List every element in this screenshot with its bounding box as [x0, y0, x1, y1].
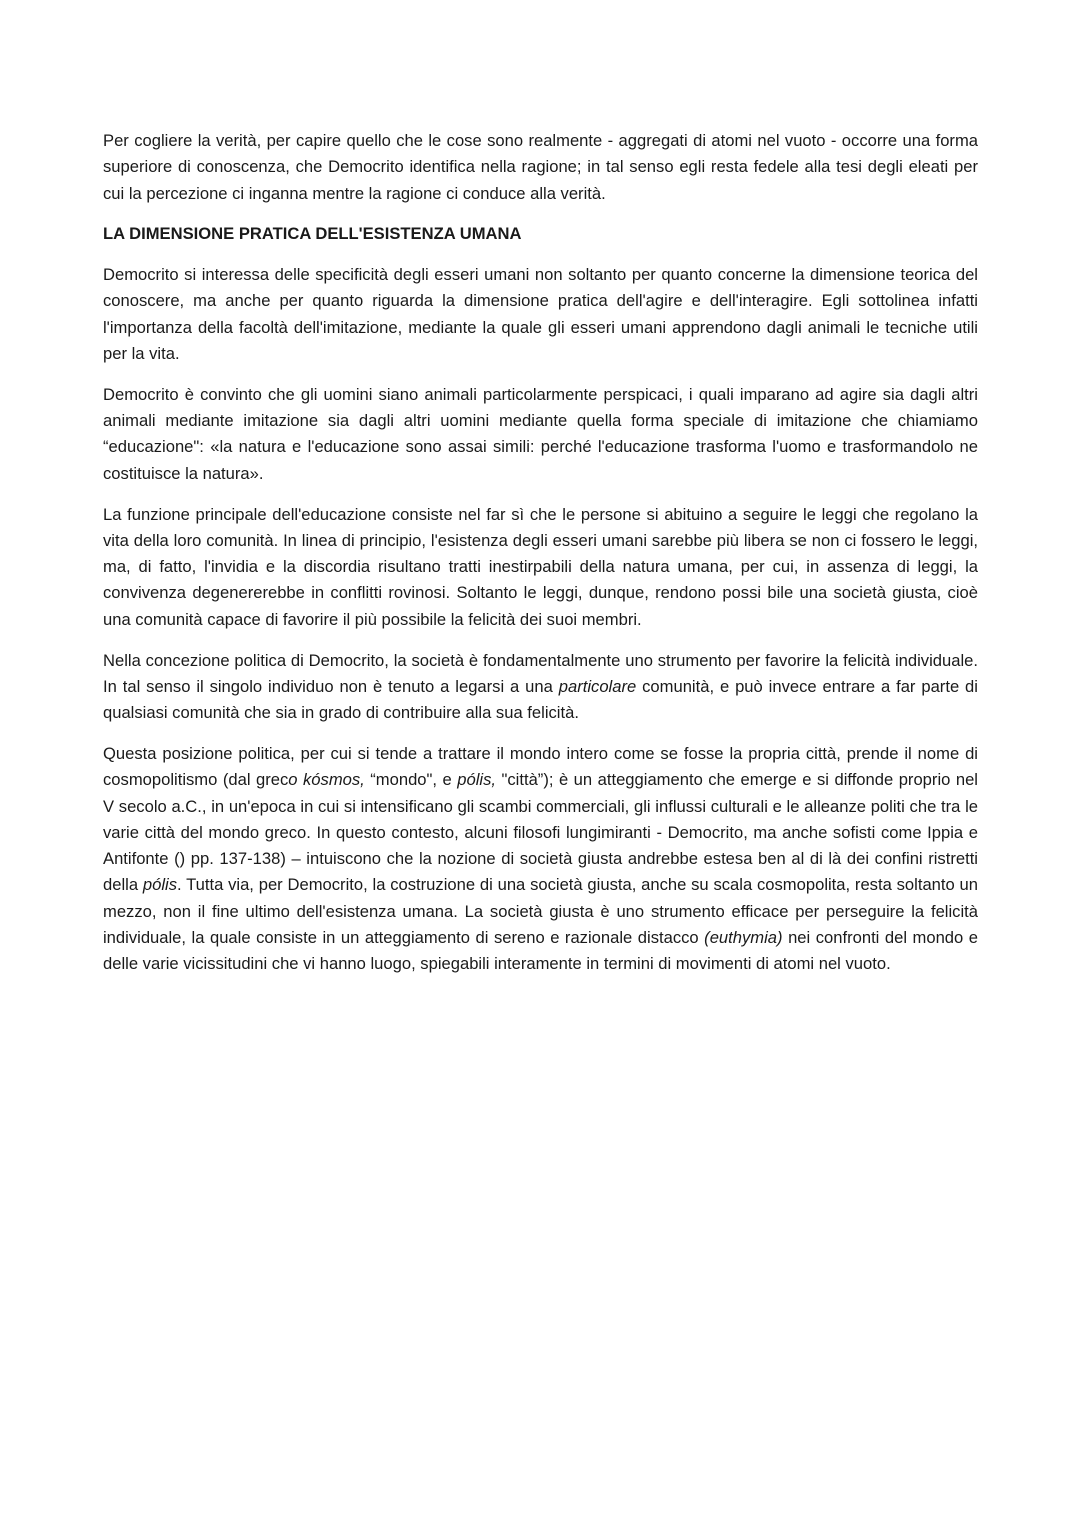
text-span: “mondo", e	[364, 770, 458, 790]
italic-term: particolare	[558, 676, 637, 696]
text-span: comunità, e può invece entrare a far parte di qualsiasi comunità che sia in grado di contribuire alla sua felicità.	[103, 676, 978, 723]
italic-term: (euthymia)	[704, 928, 783, 948]
paragraph-reason: Per cogliere la verità, per capire quello che le cose sono realmente - aggregati di atomi nel vuoto - occorre una forma superiore di conoscenza, che Democrito identifica nella ragione; in tal senso egli resta fedele alla tesi degli eleati per cui la percezione ci inganna mentre la ragione ci conduce alla verità.	[103, 131, 978, 203]
italic-term: pólis	[142, 875, 177, 895]
text-span: Questa posizione politica, per cui si tende a trattare il mondo intero come se fosse la propria città, prende il nome di cosmopolitismo (dal grec	[103, 743, 978, 790]
paragraph-political-conception	[103, 648, 978, 727]
paragraph-laws: La funzione principale dell'educazione consiste nel far sì che le persone si abituino a seguire le leggi che regolano la vita della loro comunità. In linea di principio, l'esistenza degli esseri umani sarebbe più libera se non ci fossero le leggi, ma, di fatto, l'invidia e la discordia risultano tratti inestirpabili della natura umana, per cui, in assenza di leggi, la convivenza degenererebbe in conflitti rovinosi. Soltanto le leggi, dunque, rendono possi bile una società giusta, cioè una comunità capace di favorire il più possibile la felicità dei suoi membri.	[103, 504, 978, 629]
text-span: . Tutta via, per Democrito, la costruzione di una società giusta, anche su scala cosmopolita, resta soltanto un mezzo, non il fine ultimo dell'esistenza umana. La società giusta è uno strumento efficace per perseguire la felicità individuale, la quale consiste in un atteggiamento di sereno e razionale distacco	[103, 875, 978, 948]
text-span: nei confronti del mondo e delle varie vicissitudini che vi hanno luogo, spiegabili interamente in termini di movimenti di atomi nel vuoto.	[103, 928, 979, 974]
paragraph-education: Democrito è convinto che gli uomini siano animali particolarmente perspicaci, i quali imparano ad agire sia dagli altri animali mediante imitazione sia dagli altri uomini mediante quella forma speciale di imitazione che chiamiamo “educazione": «la natura e l'educazione sono assai simili: perché l'educazione trasforma l'uomo e trasformandolo ne costituisce la natura».	[103, 384, 978, 483]
italic-term: pólis,	[457, 770, 496, 790]
document-page	[103, 128, 978, 992]
paragraph-cosmopolitanism	[103, 741, 978, 978]
text-span: "città”); è un atteggiamento che emerge e si diffonde proprio nel V secolo a.C., in un'epoca in cui si intensificano gli scambi commerciali, gli influssi culturali e le alleanze politi che tra le varie città del mondo greco. In questo contesto, alcuni filosofi lungimiranti - Democrito, ma anche sofisti come Ippia e Antifonte () pp. 137-138) – intuiscono che la nozione di società giusta andrebbe estesa ben al di là dei confini ristretti della	[103, 770, 978, 895]
paragraph-imitation: Democrito si interessa delle specificità degli esseri umani non soltanto per quanto concerne la dimensione teorica del conoscere, ma anche per quanto riguarda la dimensione pratica dell'agire e dell'interagire. Egli sottolinea infatti l'importanza della facoltà dell'imitazione, mediante la quale gli esseri umani apprendono dagli animali le tecniche utili per la vita.	[103, 265, 978, 364]
section-heading: LA DIMENSIONE PRATICA DELL'ESISTENZA UMANA	[103, 224, 522, 244]
italic-term: o kósmos,	[288, 770, 365, 790]
text-span: Nella concezione politica di Democrito, la società è fondamentalmente uno strumento per favorire la felicità individuale. In tal senso il singolo individuo non è tenuto a legarsi a una	[103, 650, 978, 696]
